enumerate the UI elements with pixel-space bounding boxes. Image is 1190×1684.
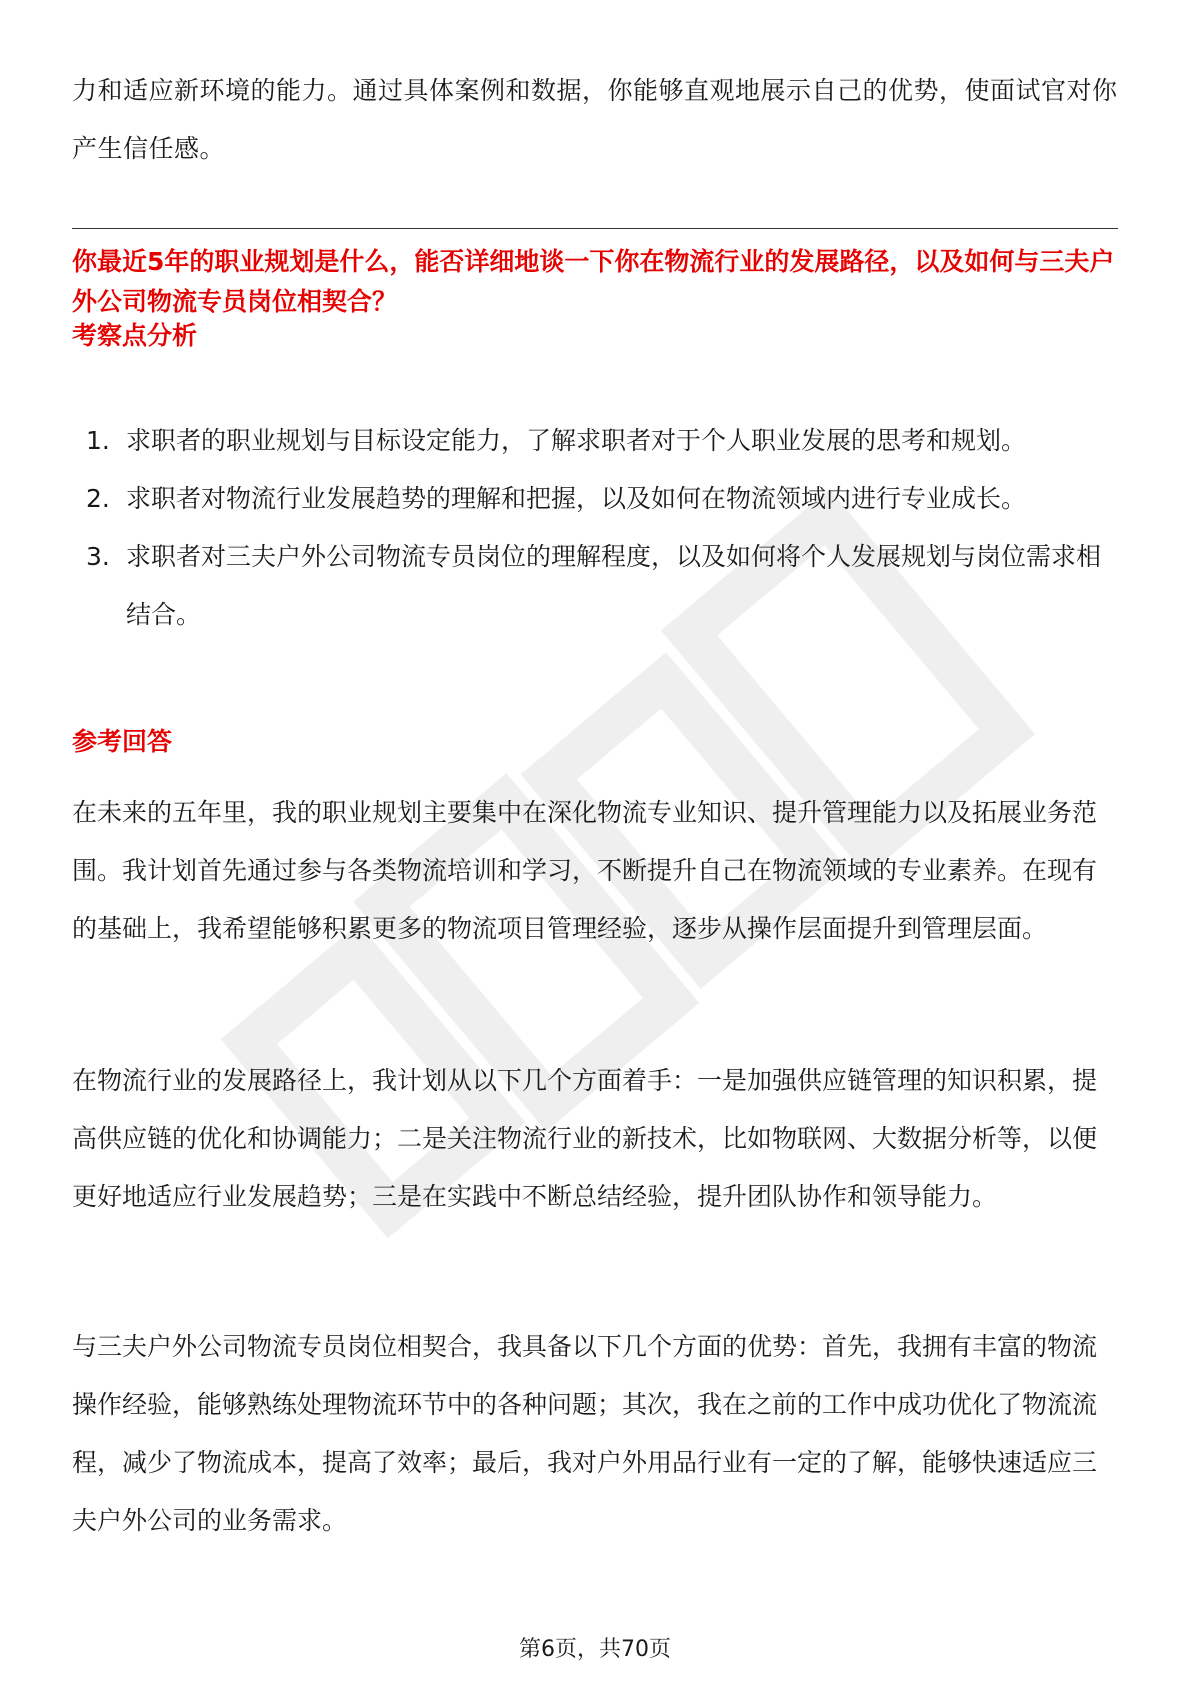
list-number: 2. [86,484,110,513]
analysis-list [72,412,1118,644]
answer-heading: 参考回答 [72,727,173,756]
section-divider [72,228,1118,229]
answer-paragraph-2: 在物流行业的发展路径上，我计划从以下几个方面着手：一是加强供应链管理的知识积累，提高供应链的优化和协调能力；二是关注物流行业的新技术，比如物联网、大数据分析等，以便更好地适应行业发展趋势；三是在实践中不断总结经验，提升团队协作和领导能力。 [72,1066,1098,1211]
list-item [72,470,1118,528]
analysis-heading: 考察点分析 [72,321,198,350]
intro-paragraph: 力和适应新环境的能力。通过具体案例和数据，你能够直观地展示自己的优势，使面试官对你产生信任感。 [72,76,1118,163]
list-number: 1. [86,426,110,455]
list-item [72,528,1118,644]
list-text: 求职者的职业规划与目标设定能力，了解求职者对于个人职业发展的思考和规划。 [126,426,1027,455]
interview-question: 你最近5年的职业规划是什么，能否详细地谈一下你在物流行业的发展路径，以及如何与三夫户外公司物流专员岗位相契合？ [72,247,1115,316]
list-item [72,412,1118,470]
answer-paragraph-3: 与三夫户外公司物流专员岗位相契合，我具备以下几个方面的优势：首先，我拥有丰富的物流操作经验，能够熟练处理物流环节中的各种问题；其次，我在之前的工作中成功优化了物流流程，减少了物流成本，提高了效率；最后，我对户外用品行业有一定的了解，能够快速适应三夫户外公司的业务需求。 [72,1332,1098,1535]
answer-paragraph-1: 在未来的五年里，我的职业规划主要集中在深化物流专业知识、提升管理能力以及拓展业务范围。我计划首先通过参与各类物流培训和学习，不断提升自己在物流领域的专业素养。在现有的基础上，我希望能够积累更多的物流项目管理经验，逐步从操作层面提升到管理层面。 [72,798,1098,943]
page-number: 第6页，共70页 [519,1637,671,1662]
list-text: 求职者对三夫户外公司物流专员岗位的理解程度，以及如何将个人发展规划与岗位需求相结合。 [126,542,1102,629]
list-number: 3. [86,542,110,571]
list-text: 求职者对物流行业发展趋势的理解和把握，以及如何在物流领域内进行专业成长。 [126,484,1027,513]
